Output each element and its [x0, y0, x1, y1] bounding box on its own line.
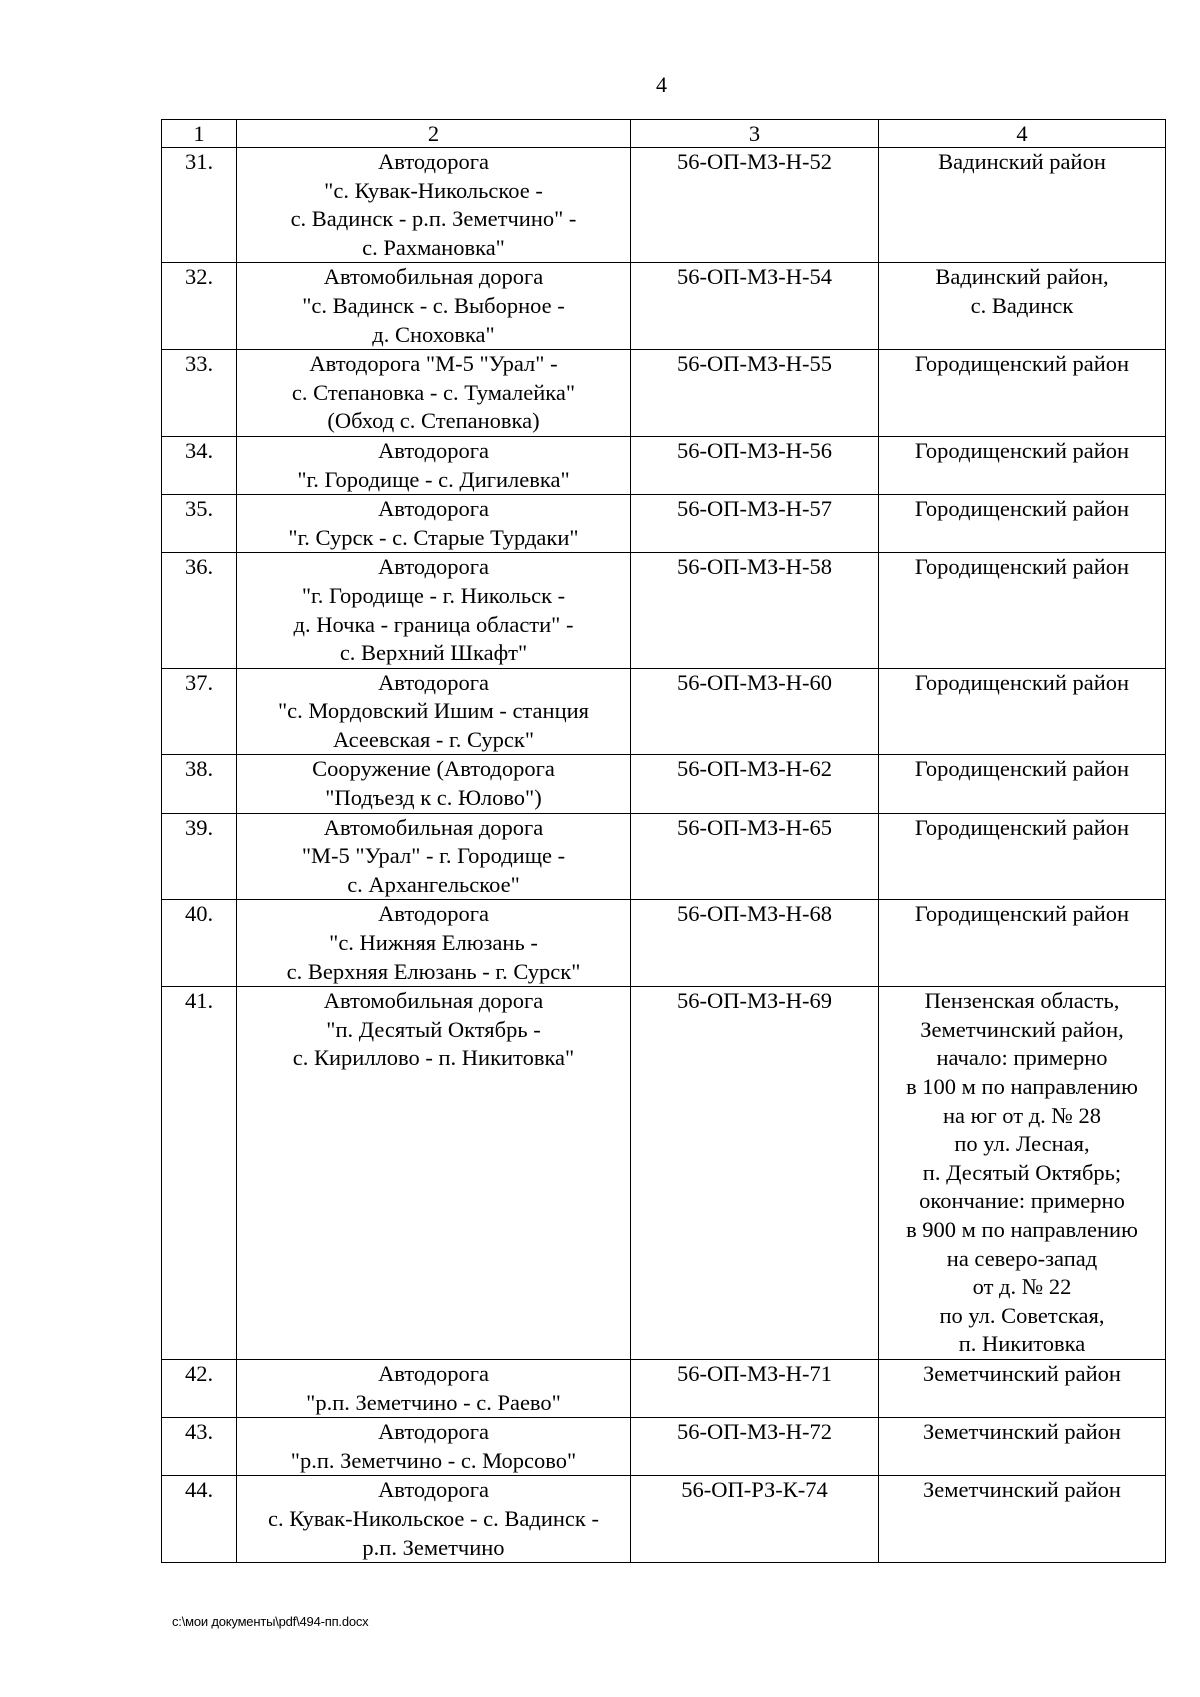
- row-number-cell: 44.: [162, 1476, 237, 1563]
- location-line: на северо-запад: [946, 1245, 1098, 1271]
- row-number-cell: 31.: [162, 148, 237, 263]
- road-name-line: "с. Вадинск - с. Выборное -: [302, 292, 565, 318]
- road-name-line: с. Вадинск - р.п. Земетчино" -: [290, 206, 577, 232]
- location-line: в 100 м по направлению: [906, 1074, 1138, 1099]
- location-line: п. Никитовка: [958, 1331, 1086, 1357]
- road-name-cell: [237, 987, 631, 1360]
- road-code-cell: 56-ОП-МЗ-Н-72: [631, 1418, 879, 1476]
- road-code-cell: 56-ОП-МЗ-Н-65: [631, 813, 879, 900]
- table-row: [162, 350, 1166, 437]
- road-name-line: Автодорога: [378, 496, 489, 522]
- location-line: Городищенский район: [914, 814, 1130, 840]
- row-number-cell: 38.: [162, 755, 237, 813]
- road-name-line: (Обход с. Степановка): [327, 408, 540, 434]
- location-line: Городищенский район: [914, 669, 1130, 695]
- location-cell: [879, 813, 1166, 900]
- location-line: с. Вадинск: [970, 292, 1074, 318]
- road-name-line: с. Архангельское": [347, 871, 520, 897]
- location-line: п. Десятый Октябрь;: [922, 1159, 1122, 1185]
- road-name-line: с. Степановка - с. Тумалейка": [291, 379, 576, 405]
- location-cell: [879, 987, 1166, 1360]
- table-row: [162, 900, 1166, 987]
- table-header-row: [162, 120, 1166, 148]
- road-name-cell: [237, 755, 631, 813]
- table-row: [162, 1476, 1166, 1563]
- location-line: начало: примерно: [936, 1045, 1108, 1071]
- row-number-cell: 42.: [162, 1359, 237, 1417]
- road-name-cell: [237, 148, 631, 263]
- road-code-cell: 56-ОП-МЗ-Н-55: [631, 350, 879, 437]
- table-row: [162, 813, 1166, 900]
- row-number-cell: 33.: [162, 350, 237, 437]
- road-code-cell: 56-ОП-МЗ-Н-69: [631, 987, 879, 1360]
- road-name-cell: [237, 1476, 631, 1563]
- row-number-cell: 37.: [162, 668, 237, 755]
- road-name-line: Автодорога: [378, 901, 489, 927]
- location-line: от д. № 22: [972, 1274, 1072, 1300]
- road-name-cell: [237, 350, 631, 437]
- location-line: по ул. Советская,: [939, 1302, 1105, 1328]
- road-name-cell: [237, 668, 631, 755]
- location-line: Земетчинский район: [923, 1477, 1121, 1503]
- row-number-cell: 32.: [162, 263, 237, 350]
- road-name-line: "р.п. Земетчино - с. Морсово": [290, 1447, 577, 1473]
- location-line: Городищенский район: [914, 756, 1130, 782]
- row-number-cell: 41.: [162, 987, 237, 1360]
- location-line: Земетчинский район: [923, 1360, 1121, 1386]
- road-name-line: Автодорога: [378, 669, 489, 695]
- road-name-line: Сооружение (Автодорога: [312, 756, 555, 782]
- road-name-line: с. Рахмановка": [362, 234, 505, 260]
- location-line: по ул. Лесная,: [954, 1131, 1090, 1157]
- location-line: Земетчинский район,: [920, 1016, 1124, 1042]
- road-name-cell: [237, 553, 631, 668]
- road-code-cell: 56-ОП-МЗ-Н-57: [631, 495, 879, 553]
- table-row: [162, 1418, 1166, 1476]
- road-name-line: с. Кириллово - п. Никитовка": [292, 1045, 575, 1071]
- column-header-2: 2: [237, 120, 631, 148]
- road-code-cell: 56-ОП-МЗ-Н-58: [631, 553, 879, 668]
- location-cell: [879, 900, 1166, 987]
- table-row: [162, 1359, 1166, 1417]
- road-name-cell: [237, 495, 631, 553]
- column-header-1: 1: [162, 120, 237, 148]
- road-name-line: "с. Мордовский Ишим - станция: [277, 698, 590, 724]
- location-line: Городищенский район: [914, 901, 1130, 927]
- location-cell: [879, 263, 1166, 350]
- road-name-cell: [237, 263, 631, 350]
- roads-table: [161, 119, 1166, 1563]
- road-code-cell: 56-ОП-МЗ-Н-71: [631, 1359, 879, 1417]
- table-row: [162, 495, 1166, 553]
- road-name-line: "г. Городище - с. Дигилевка": [297, 466, 570, 492]
- road-code-cell: 56-ОП-РЗ-К-74: [631, 1476, 879, 1563]
- row-number-cell: 43.: [162, 1418, 237, 1476]
- road-name-line: с. Верхний Шкафт": [339, 640, 528, 666]
- location-line: на юг от д. № 28: [942, 1102, 1102, 1128]
- row-number-cell: 35.: [162, 495, 237, 553]
- road-code-cell: 56-ОП-МЗ-Н-52: [631, 148, 879, 263]
- location-line: Городищенский район: [914, 496, 1130, 522]
- road-name-line: "п. Десятый Октябрь -: [326, 1016, 541, 1042]
- location-cell: [879, 1359, 1166, 1417]
- row-number-cell: 34.: [162, 436, 237, 494]
- road-name-line: Автодорога: [378, 554, 489, 580]
- road-name-line: Автомобильная дорога: [323, 814, 544, 840]
- column-header-4: 4: [879, 120, 1166, 148]
- road-name-line: "г. Городище - г. Никольск -: [301, 582, 566, 608]
- road-name-cell: [237, 1359, 631, 1417]
- table-body: [162, 120, 1166, 1563]
- road-code-cell: 56-ОП-МЗ-Н-54: [631, 263, 879, 350]
- road-name-line: "с. Нижняя Елюзань -: [329, 930, 538, 956]
- road-name-line: Автодорога: [378, 149, 489, 174]
- location-cell: [879, 436, 1166, 494]
- location-cell: [879, 1418, 1166, 1476]
- road-name-cell: [237, 813, 631, 900]
- location-cell: [879, 495, 1166, 553]
- road-code-cell: 56-ОП-МЗ-Н-62: [631, 755, 879, 813]
- road-code-cell: 56-ОП-МЗ-Н-60: [631, 668, 879, 755]
- location-line: окончание: примерно: [919, 1188, 1125, 1214]
- road-name-cell: [237, 436, 631, 494]
- table-row: [162, 755, 1166, 813]
- row-number-cell: 39.: [162, 813, 237, 900]
- road-name-line: р.п. Земетчино: [362, 1534, 505, 1560]
- road-name-line: д. Ночка - граница области" -: [293, 611, 574, 637]
- footer-file-path: c:\мои документы\pdf\494-пп.docx: [172, 1614, 369, 1629]
- road-code-cell: 56-ОП-МЗ-Н-68: [631, 900, 879, 987]
- road-name-line: Автомобильная дорога: [323, 988, 544, 1014]
- table-row: [162, 436, 1166, 494]
- location-line: в 900 м по направлению: [906, 1216, 1138, 1242]
- road-name-line: с. Верхняя Елюзань - г. Сурск": [286, 958, 581, 984]
- road-name-line: Автодорога: [378, 437, 489, 463]
- road-name-line: Автодорога: [378, 1477, 489, 1503]
- location-cell: [879, 668, 1166, 755]
- table-row: [162, 148, 1166, 263]
- road-name-line: "г. Сурск - с. Старые Турдаки": [288, 524, 579, 550]
- location-line: Вадинский район,: [935, 264, 1109, 290]
- road-code-cell: 56-ОП-МЗ-Н-56: [631, 436, 879, 494]
- road-name-line: "р.п. Земетчино - с. Раево": [306, 1389, 561, 1415]
- location-cell: [879, 350, 1166, 437]
- location-line: Городищенский район: [914, 351, 1130, 377]
- road-name-line: Автодорога: [378, 1419, 489, 1445]
- table-row: [162, 987, 1166, 1360]
- location-cell: [879, 553, 1166, 668]
- road-name-line: "с. Кувак-Никольское -: [324, 177, 543, 203]
- road-name-line: "М-5 "Урал" - г. Городище -: [301, 843, 566, 869]
- location-cell: [879, 755, 1166, 813]
- road-name-line: "Подъезд к с. Юлово"): [325, 785, 542, 811]
- location-line: Городищенский район: [914, 554, 1130, 580]
- road-name-line: Автомобильная дорога: [323, 264, 544, 290]
- table-row: [162, 263, 1166, 350]
- location-cell: [879, 148, 1166, 263]
- location-cell: [879, 1476, 1166, 1563]
- location-line: Пензенская область,: [924, 988, 1120, 1014]
- road-name-cell: [237, 1418, 631, 1476]
- road-name-cell: [237, 900, 631, 987]
- table-row: [162, 553, 1166, 668]
- location-line: Вадинский район: [938, 149, 1106, 174]
- road-name-line: с. Кувак-Никольское - с. Вадинск -: [268, 1505, 599, 1531]
- row-number-cell: 36.: [162, 553, 237, 668]
- road-name-line: Автодорога "М-5 "Урал" -: [309, 351, 558, 377]
- location-line: Земетчинский район: [923, 1419, 1121, 1445]
- page-number: 4: [656, 72, 667, 97]
- road-name-line: д. Сноховка": [372, 321, 495, 347]
- row-number-cell: 40.: [162, 900, 237, 987]
- column-header-3: 3: [631, 120, 879, 148]
- location-line: Городищенский район: [914, 437, 1130, 463]
- road-name-line: Асеевская - г. Сурск": [332, 726, 535, 752]
- table-row: [162, 668, 1166, 755]
- road-name-line: Автодорога: [378, 1360, 489, 1386]
